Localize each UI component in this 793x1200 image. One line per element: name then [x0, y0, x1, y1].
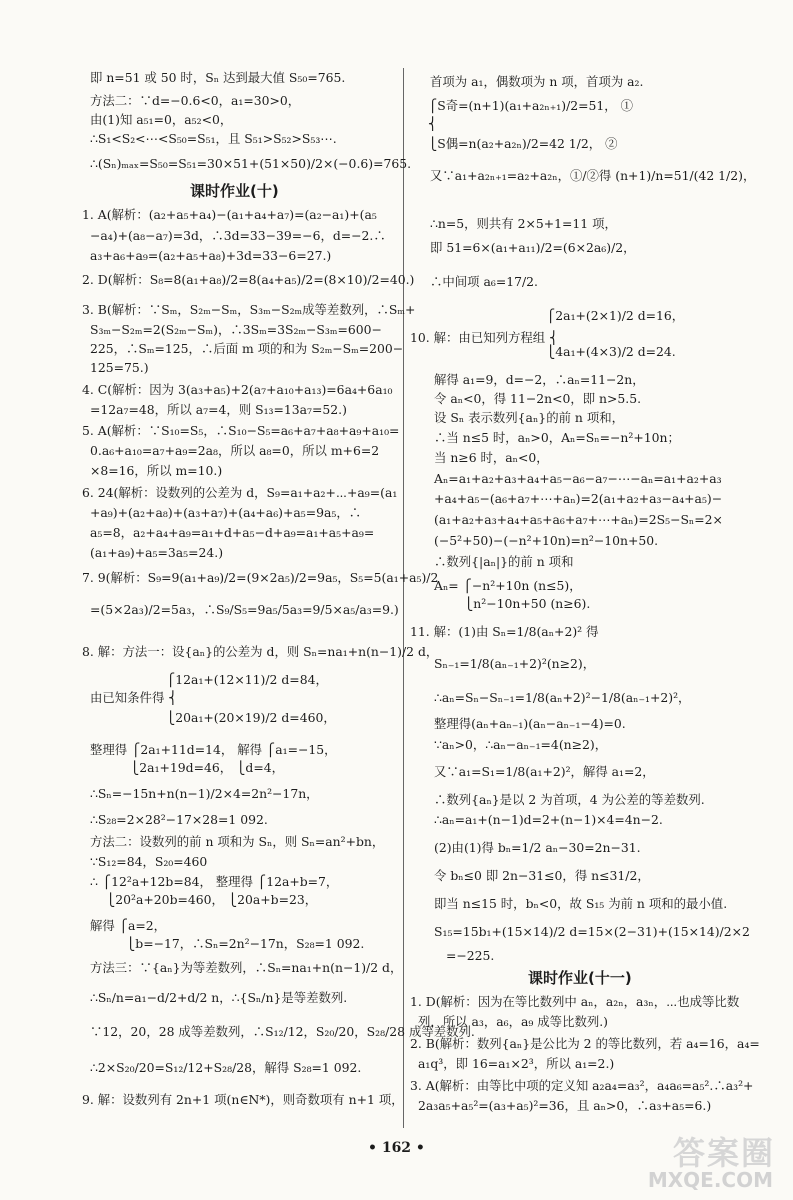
text-line: Aₙ= ⎧−n²+10n (n≤5)，: [434, 578, 582, 593]
text-line: 7. 9(解析：S₉=9(a₁+a₉)/2=(9×2a₅)/2=9a₅，S₅=5(a₁+a₅)/2: [82, 570, 439, 585]
text-line: 即当 n≤15 时，bₙ<0，故 S₁₅ 为前 n 项和的最小值.: [434, 896, 728, 911]
text-line: (a₁+a₉)+a₅=3a₅=24.): [90, 545, 224, 560]
text-line: 3. B(解析：∵Sₘ，S₂ₘ−Sₘ，S₃ₘ−S₂ₘ成等差数列，∴Sₘ+: [82, 302, 416, 317]
text-line: =12a₇=48，所以 a₇=4，则 S₁₃=13a₇=52.): [90, 402, 347, 417]
text-line: +a₄+a₅−(a₆+a₇+⋯+aₙ)=2(a₁+a₂+a₃−a₄+a₅)−: [434, 491, 723, 506]
text-line: 1. D(解析：因为在等比数列中 aₙ，a₂ₙ，a₃ₙ，⋯也成等比数: [410, 994, 740, 1009]
text-line: 225，∴Sₘ=125，∴后面 m 项的和为 S₂ₘ−Sₘ=200−: [90, 341, 404, 356]
text-line: Sₙ₋₁=1/8(aₙ₋₁+2)²(n≥2)，: [434, 656, 596, 671]
text-line: S₁₅=15b₁+(15×14)/2 d=15×(2−31)+(15×14)/2×2: [434, 924, 750, 939]
text-line: 整理得(aₙ+aₙ₋₁)(aₙ−aₙ₋₁−4)=0.: [434, 716, 626, 731]
text-line: ∴aₙ=a₁+(n−1)d=2+(n−1)×4=4n−2.: [434, 812, 663, 827]
text-line: ⎩S偶=n(a₂+a₂ₙ)/2=42 1/2， ②: [428, 136, 618, 151]
text-line: ∴当 n≤5 时，aₙ>0，Aₙ=Sₙ=−n²+10n；: [434, 430, 680, 445]
text-line: 6. 24(解析：设数列的公差为 d，S₉=a₁+a₂+⋯+a₉=(a₁: [82, 485, 398, 500]
text-line: ∴2×S₂₀/20=S₁₂/12+S₂₈/28，解得 S₂₈=1 092.: [90, 1060, 362, 1075]
text-line: 由(1)知 a₅₁=0，a₅₂<0，: [90, 112, 233, 127]
text-line: S₃ₘ−S₂ₘ=2(S₂ₘ−Sₘ)，∴3Sₘ=3S₂ₘ−S₃ₘ=600−: [90, 322, 382, 337]
text-line: ⎧S奇=(n+1)(a₁+a₂ₙ₊₁)/2=51， ①: [428, 98, 634, 113]
text-line: ∴(Sₙ)ₘₐₓ=S₅₀=S₅₁=30×51+(51×50)/2×(−0.6)=765.: [90, 156, 412, 171]
text-line: 整理得 ⎧2a₁+11d=14， 解得 ⎧a₁=−15，: [90, 742, 337, 757]
text-line: ⎩b=−17，∴Sₙ=2n²−17n，S₂₈=1 092.: [126, 936, 365, 951]
text-line: −a₄)+(a₈−a₇)=3d，∴3d=33−39=−6，d=−2.∴: [90, 228, 386, 243]
text-line: 令 bₙ≤0 即 2n−31≤0，得 n≤31/2，: [434, 868, 650, 883]
text-line: 11. 解：(1)由 Sₙ=1/8(aₙ+2)² 得: [410, 624, 599, 639]
section-heading: 课时作业(十一): [528, 969, 632, 987]
text-line: ∴S₁<S₂<⋯<S₅₀=S₅₁，且 S₅₁>S₅₂>S₅₃⋯.: [90, 131, 337, 146]
text-line: ⎧12a₁+(12×11)/2 d=84，: [166, 672, 328, 687]
text-line: (−5²+50)−(−n²+10n)=n²−10n+50.: [434, 533, 659, 548]
text-line: 方法三：∵{aₙ}为等差数列，∴Sₙ=na₁+n(n−1)/2 d，: [90, 960, 403, 975]
text-line: ∴数列{|aₙ|}的前 n 项和: [434, 554, 574, 569]
text-line: 又∵a₁+a₂ₙ₊₁=a₂+a₂ₙ，①/②得 (n+1)/n=51/(42 1/2)，: [430, 168, 756, 183]
page-number: • 162 •: [368, 1140, 425, 1156]
text-line: 10. 解：由已知列方程组 ⎨: [410, 330, 559, 345]
text-line: ∴S₂₈=2×28²−17×28=1 092.: [90, 812, 268, 827]
text-line: 由已知条件得 ⎨: [90, 690, 178, 705]
text-line: ∴n=5，则共有 2×5+1=11 项，: [430, 216, 617, 231]
text-line: ⎩20a₁+(20×19)/2 d=460，: [166, 710, 336, 725]
text-line: 首项为 a₁，偶数项为 n 项，首项为 a₂.: [430, 74, 644, 89]
text-line: 又∵a₁=S₁=1/8(a₁+2)²，解得 a₁=2，: [434, 764, 655, 779]
text-line: a₅=8，a₂+a₄+a₉=a₁+d+a₅−d+a₉=a₁+a₅+a₉=: [90, 525, 375, 540]
text-line: 1. A(解析：(a₂+a₅+a₄)−(a₁+a₄+a₇)=(a₂−a₁)+(a₅: [82, 207, 377, 222]
text-line: 解得 ⎧a=2，: [90, 918, 167, 933]
text-line: 8. 解：方法一：设{aₙ}的公差为 d，则 Sₙ=na₁+n(n−1)/2 d，: [82, 644, 439, 659]
text-line: =−225.: [446, 948, 495, 963]
text-line: 9. 解：设数列有 2n+1 项(n∈N*)，则奇数项有 n+1 项，: [82, 1092, 404, 1107]
text-line: +a₉)+(a₂+a₈)+(a₃+a₇)+(a₄+a₆)+a₅=9a₅，∴: [90, 505, 362, 520]
text-line: 125=75.): [90, 360, 149, 375]
text-line: ⎨: [428, 116, 438, 131]
text-line: ∵12，20，28 成等差数列，∴S₁₂/12，S₂₀/20，S₂₈/28 成等差数列.: [90, 1024, 475, 1039]
watermark-url: MXQE.COM: [647, 1168, 773, 1192]
text-line: 解得 a₁=9，d=−2，∴aₙ=11−2n，: [434, 372, 645, 387]
text-line: 方法二：设数列的前 n 项和为 Sₙ，则 Sₙ=an²+bn，: [90, 834, 385, 849]
text-line: ×8=16，所以 m=10.): [90, 463, 223, 478]
text-line: 4. C(解析：因为 3(a₃+a₅)+2(a₇+a₁₀+a₁₃)=6a₄+6a₁₀: [82, 382, 393, 397]
text-line: ∴中间项 a₆=17/2.: [430, 274, 539, 289]
text-line: a₃+a₆+a₉=(a₂+a₅+a₈)+3d=33−6=27.): [90, 248, 332, 263]
text-line: ⎧2a₁+(2×1)/2 d=16，: [546, 308, 685, 323]
text-line: 即 51=6×(a₁+a₁₁)/2=(6×2a₆)/2，: [430, 240, 636, 255]
text-line: Aₙ=a₁+a₂+a₃+a₄+a₅−a₆−a₇−⋯−aₙ=a₁+a₂+a₃: [434, 471, 722, 486]
text-line: 5. A(解析：∵S₁₀=S₅，∴S₁₀−S₅=a₆+a₇+a₈+a₉+a₁₀=: [82, 423, 400, 438]
text-line: ∵aₙ>0，∴aₙ−aₙ₋₁=4(n≥2)，: [434, 737, 608, 752]
text-line: 2. D(解析：S₈=8(a₁+a₈)/2=8(a₄+a₅)/2=(8×10)/2=40.): [82, 272, 415, 287]
text-line: (2)由(1)得 bₙ=1/2 aₙ−30=2n−31.: [434, 840, 641, 855]
text-line: ⎩4a₁+(4×3)/2 d=24.: [546, 344, 676, 359]
text-line: 即 n=51 或 50 时，Sₙ 达到最大值 S₅₀=765.: [90, 70, 346, 85]
text-line: ∴ ⎧12²a+12b=84， 整理得 ⎧12a+b=7，: [90, 874, 339, 889]
text-line: 2. B(解析：数列{aₙ}是公比为 2 的等比数列，若 a₄=16，a₄=: [410, 1036, 760, 1051]
column-divider: [403, 68, 404, 1128]
text-line: 列，所以 a₃，a₆，a₉ 成等比数列.): [418, 1014, 609, 1029]
text-line: ⎩n²−10n+50 (n≥6).: [464, 596, 591, 611]
text-line: ∴数列{aₙ}是以 2 为首项，4 为公差的等差数列.: [434, 792, 705, 807]
text-line: ∴Sₙ=−15n+n(n−1)/2×4=2n²−17n，: [90, 786, 319, 801]
text-line: =(5×2a₃)/2=5a₃，∴S₉/S₅=9a₅/5a₃=9/5×a₅/a₃=9.): [90, 602, 399, 617]
text-line: 2a₃a₅+a₅²=(a₃+a₅)²=36，且 aₙ>0，∴a₃+a₅=6.): [418, 1098, 712, 1113]
watermark: [647, 1134, 785, 1194]
text-line: (a₁+a₂+a₃+a₄+a₅+a₆+a₇+⋯+aₙ)=2S₅−Sₙ=2×: [434, 512, 723, 527]
text-line: 0.a₆+a₁₀=a₇+a₉=2a₈，所以 a₈=0，所以 m+6=2: [90, 443, 380, 458]
text-line: ⎩2a₁+19d=46， ⎩d=4，: [130, 760, 284, 775]
section-heading: 课时作业(十): [190, 182, 279, 200]
text-line: ∴Sₙ/n=a₁−d/2+d/2 n，∴{Sₙ/n}是等差数列.: [90, 990, 348, 1005]
text-line: 方法二：∵d=−0.6<0，a₁=30>0，: [90, 93, 301, 108]
text-line: a₁q³，即 16=a₁×2³，所以 a₁=2.): [418, 1056, 615, 1071]
text-line: 3. A(解析：由等比中项的定义知 a₂a₄=a₃²，a₄a₆=a₅².∴a₃²+: [410, 1078, 754, 1093]
text-line: 设 Sₙ 表示数列{aₙ}的前 n 项和，: [434, 410, 625, 425]
text-line: ∴aₙ=Sₙ−Sₙ₋₁=1/8(aₙ+2)²−1/8(aₙ₋₁+2)²，: [434, 690, 691, 705]
text-line: ⎩20²a+20b=460， ⎩20a+b=23，: [106, 892, 318, 907]
text-line: 当 n≥6 时，aₙ<0，: [434, 450, 549, 465]
text-line: ∵S₁₂=84，S₂₀=460: [90, 854, 208, 869]
text-line: 令 aₙ<0，得 11−2n<0，即 n>5.5.: [434, 391, 642, 406]
watermark-logo: 答案圈: [672, 1134, 775, 1172]
